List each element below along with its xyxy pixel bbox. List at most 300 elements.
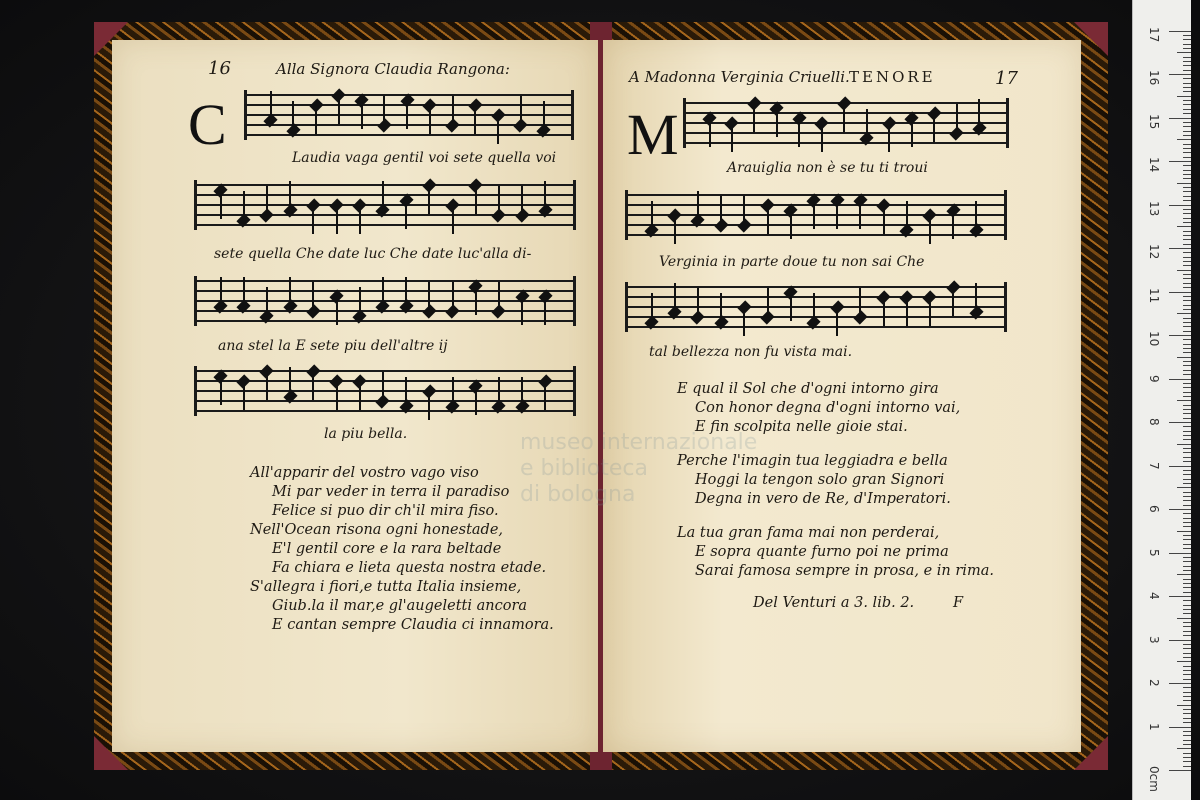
bar-line [194,276,197,326]
ruler-tick [1183,583,1191,584]
ruler-tick [1183,374,1191,375]
poem-line: Con honor degna d'ogni intorno vai, [695,400,961,416]
ruler-tick [1169,74,1191,75]
poem-line: E'l gentil core e la rara beltade [272,541,502,557]
note-stem [498,377,500,403]
ruler-tick [1183,474,1191,475]
ruler-label: 0cm [1147,766,1161,792]
ruler-label: 13 [1147,200,1161,216]
ruler-tick [1183,44,1191,45]
music-staff [683,98,1009,148]
ruler-tick [1183,687,1191,688]
note-stem [220,277,222,303]
ruler-tick [1183,592,1191,593]
music-staff [194,180,576,230]
ruler-tick [1183,722,1191,723]
note-stem [382,181,384,207]
note-stem [498,282,500,308]
note-stem [720,293,722,319]
bar-line [194,180,197,230]
note-stem [338,98,340,124]
ruler-tick [1177,139,1191,140]
ruler-tick [1183,600,1191,601]
bar-line [1006,98,1009,148]
ruler-tick [1183,496,1191,497]
ruler-tick [1183,626,1191,627]
note-stem [243,277,245,303]
ruler-tick [1183,383,1191,384]
lyric-line: sete quella Che date luc Che date luc'alla di- [214,246,532,262]
note-stem [843,106,845,132]
ruler-tick [1169,727,1191,728]
ruler-tick [1169,422,1191,423]
note-stem [798,121,800,147]
bar-line [573,276,576,326]
ruler-tick [1183,239,1191,240]
note-stem [813,203,815,229]
note-stem [289,181,291,207]
staff-line [194,380,576,382]
ruler-tick [1183,518,1191,519]
ruler-tick [1183,635,1191,636]
poem-line: Sarai famosa sempre in prosa, e in rima. [695,563,994,579]
ruler-tick [1183,735,1191,736]
note-stem [405,377,407,403]
ruler-tick [1183,57,1191,58]
note-stem [521,299,523,325]
poem-line: Felice si puo dir ch'il mira fiso. [272,503,499,519]
ruler-tick [1183,457,1191,458]
note-stem [697,288,699,314]
ruler-tick [1177,270,1191,271]
staff-line [194,194,576,196]
note-stem [382,372,384,398]
ruler-tick [1169,466,1191,467]
bar-line [625,282,628,332]
note-stem [753,106,755,132]
note-stem [952,213,954,239]
ruler-tick [1183,409,1191,410]
ruler-tick [1183,605,1191,606]
ruler-tick [1183,613,1191,614]
note-stem [674,218,676,244]
ruler-tick [1183,300,1191,301]
ruler-tick [1177,705,1191,706]
ruler-tick [1183,666,1191,667]
ruler-label: 15 [1147,113,1161,129]
note-stem [336,208,338,234]
page-header: Alla Signora Claudia Rangona: [276,60,510,78]
ruler-label: 8 [1147,418,1161,426]
ruler-tick [1183,222,1191,223]
note-stem [521,186,523,212]
attribution: Del Venturi a 3. lib. 2. [753,595,915,611]
note-stem [813,293,815,319]
ruler-tick [1169,770,1191,771]
ruler-tick [1183,470,1191,471]
poem-stanza [250,464,554,635]
ruler-tick [1183,244,1191,245]
poem-line: Fa chiara e lieta questa nostra etade. [272,560,547,576]
ruler-label: 2 [1147,679,1161,687]
ruler-tick [1169,31,1191,32]
note-stem [767,288,769,314]
measurement-ruler [1132,0,1191,800]
page-number: 16 [208,58,231,79]
ruler-tick [1183,70,1191,71]
poem-stanza [677,380,960,437]
ruler-tick [1183,348,1191,349]
note-stem [475,289,477,315]
ruler-tick [1183,35,1191,36]
note-stem [520,96,522,122]
staff-line [194,184,576,186]
ruler-tick [1183,392,1191,393]
ruler-tick [1183,213,1191,214]
ruler-tick [1169,248,1191,249]
bar-line [244,90,247,140]
poem-line: Perche l'imagin tua leggiadra e bella [677,453,948,469]
ruler-tick [1183,431,1191,432]
ruler-tick [1183,439,1191,440]
ruler-tick [1183,48,1191,49]
bar-line [571,90,574,140]
ruler-tick [1183,653,1191,654]
ruler-label: 1 [1147,722,1161,731]
ruler-label: 14 [1147,157,1161,173]
note-stem [883,300,885,326]
note-stem [790,295,792,321]
note-stem [266,287,268,313]
ruler-tick [1183,104,1191,105]
page-number: 17 [995,68,1018,89]
ruler-label: 7 [1147,461,1161,470]
ruler-tick [1183,713,1191,714]
ruler-tick [1183,370,1191,371]
note-stem [406,103,408,129]
note-stem [336,384,338,410]
left-page [112,40,598,752]
staff-line [194,320,576,322]
ruler-tick [1177,226,1191,227]
ruler-tick [1183,296,1191,297]
ruler-tick [1177,96,1191,97]
ruler-label: 17 [1147,26,1161,42]
ruler-tick [1183,744,1191,745]
ruler-tick [1183,448,1191,449]
note-stem [220,193,222,219]
lyric-line: Verginia in parte doue tu non sai Che [659,254,925,270]
ruler-label: 12 [1147,244,1161,260]
ruler-tick [1183,544,1191,545]
note-stem [952,290,954,316]
note-stem [289,367,291,393]
ruler-tick [1177,313,1191,314]
ruler-tick [1169,205,1191,206]
note-stem [859,203,861,229]
note-stem [383,96,385,122]
ruler-tick [1183,61,1191,62]
music-staff [625,190,1007,240]
ruler-tick [1183,679,1191,680]
note-stem [859,288,861,314]
note-stem [933,116,935,142]
bar-line [625,190,628,240]
ruler-tick [1183,696,1191,697]
ruler-tick [1183,435,1191,436]
note-stem [956,104,958,130]
ruler-tick [1177,661,1191,662]
staff-line [625,296,1007,298]
ruler-tick [1183,483,1191,484]
poem-line: E cantan sempre Claudia ci innamora. [272,617,554,633]
poem-line: E sopra quante furno poi ne prima [695,544,949,560]
ruler-tick [1177,487,1191,488]
note-stem [382,277,384,303]
ruler-tick [1183,283,1191,284]
note-stem [270,91,272,117]
poem-stanza [677,524,994,581]
ruler-tick [1183,396,1191,397]
poem-line: E qual il Sol che d'ogni intorno gira [677,381,939,397]
bar-line [573,180,576,230]
note-stem [651,201,653,227]
voice-part-label: TENORE [849,68,936,86]
ruler-tick [1183,513,1191,514]
bar-line [683,98,686,148]
lyric-line: la piu bella. [324,426,408,442]
staff-line [194,370,576,372]
ruler-tick [1183,165,1191,166]
ruler-tick [1183,309,1191,310]
staff-line [194,290,576,292]
note-stem [544,384,546,410]
note-stem [521,377,523,403]
ruler-tick [1183,505,1191,506]
staff-line [194,390,576,392]
note-stem [243,384,245,410]
note-stem [975,201,977,227]
bar-line [1004,282,1007,332]
note-stem [674,283,676,309]
poem-line: Degna in vero de Re, d'Imperatori. [695,491,951,507]
music-staff [625,282,1007,332]
note-stem [475,188,477,214]
ruler-tick [1183,561,1191,562]
ruler-tick [1183,526,1191,527]
poem-line: All'apparir del vostro vago viso [250,465,479,481]
ruler-tick [1183,157,1191,158]
poem-line: E fin scolpita nelle gioie stai. [695,419,908,435]
ruler-tick [1183,178,1191,179]
ruler-tick [1169,596,1191,597]
ruler-tick [1183,413,1191,414]
ruler-tick [1169,335,1191,336]
staff-line [194,224,576,226]
note-stem [720,196,722,222]
music-staff [194,276,576,326]
ruler-tick [1177,748,1191,749]
ruler-tick [1183,122,1191,123]
note-stem [266,186,268,212]
note-stem [651,293,653,319]
ruler-tick [1169,292,1191,293]
ruler-label: 10 [1147,331,1161,347]
ruler-label: 11 [1147,287,1161,303]
ruler-tick [1183,218,1191,219]
ruler-tick [1183,692,1191,693]
note-stem [359,384,361,410]
ruler-tick [1177,357,1191,358]
ruler-tick [1169,553,1191,554]
note-stem [315,108,317,134]
ruler-tick [1183,644,1191,645]
poem-line: S'allegra i fiori,e tutta Italia insieme, [250,579,522,595]
lyric-line: tal bellezza non fu vista mai. [649,344,853,360]
poem-line: Mi par veder in terra il paradiso [272,484,510,500]
note-stem [405,277,407,303]
ruler-tick [1183,731,1191,732]
ruler-tick [1169,640,1191,641]
ruler-tick [1183,365,1191,366]
ruler-tick [1183,387,1191,388]
ruler-tick [1183,91,1191,92]
ruler-tick [1183,152,1191,153]
ruler-tick [1183,305,1191,306]
ruler-tick [1183,579,1191,580]
ruler-tick [1183,148,1191,149]
ruler-label: 3 [1147,635,1161,644]
ruler-tick [1183,479,1191,480]
ruler-tick [1183,757,1191,758]
ruler-tick [1183,557,1191,558]
ruler-tick [1183,339,1191,340]
lyric-line: Arauiglia non è se tu ti troui [727,160,928,176]
note-stem [428,188,430,214]
ruler-tick [1183,522,1191,523]
ruler-tick [1177,52,1191,53]
ruler-tick [1183,670,1191,671]
note-stem [906,201,908,227]
ruler-tick [1183,405,1191,406]
staff-line [625,224,1007,226]
ruler-tick [1169,118,1191,119]
note-stem [359,208,361,234]
ruler-tick [1183,657,1191,658]
ruler-tick [1183,753,1191,754]
ruler-tick [1183,187,1191,188]
ruler-tick [1183,257,1191,258]
staff-line [194,280,576,282]
note-stem [312,374,314,400]
note-stem [544,299,546,325]
ruler-tick [1169,509,1191,510]
note-stem [866,109,868,135]
note-stem [978,99,980,125]
ruler-tick [1183,766,1191,767]
note-stem [452,96,454,122]
ruler-tick [1183,231,1191,232]
ruler-tick [1183,87,1191,88]
music-staff [194,366,576,416]
ruler-tick [1183,287,1191,288]
note-stem [776,111,778,137]
ruler-tick [1183,718,1191,719]
note-stem [289,277,291,303]
note-stem [743,196,745,222]
ruler-tick [1183,539,1191,540]
note-stem [790,213,792,239]
staff-line [683,112,1009,114]
ruler-tick [1183,331,1191,332]
bar-line [194,366,197,416]
ruler-tick [1183,492,1191,493]
note-stem [911,121,913,147]
staff-line [625,306,1007,308]
poem-line: Hoggi la tengon solo gran Signori [695,472,945,488]
ruler-tick [1183,100,1191,101]
ruler-tick [1183,674,1191,675]
ruler-tick [1183,135,1191,136]
ruler-tick [1183,322,1191,323]
note-stem [709,121,711,147]
ruler-tick [1183,78,1191,79]
ruler-tick [1183,265,1191,266]
decorated-initial: C [188,92,227,157]
note-stem [929,218,931,244]
ruler-tick [1183,39,1191,40]
signature-mark: F [953,595,964,611]
poem-line: La tua gran fama mai non perderai, [677,525,940,541]
ruler-tick [1183,566,1191,567]
ruler-tick [1183,126,1191,127]
note-stem [697,191,699,217]
ruler-tick [1183,170,1191,171]
note-stem [312,282,314,308]
ruler-tick [1183,609,1191,610]
ruler-tick [1183,278,1191,279]
ruler-tick [1183,83,1191,84]
ruler-tick [1183,418,1191,419]
ruler-tick [1183,648,1191,649]
ruler-tick [1177,400,1191,401]
note-stem [428,282,430,308]
right-page [603,40,1081,752]
note-stem [429,108,431,134]
poem-line: Nell'Ocean risona ogni honestade, [250,522,504,538]
poem-line: Giub.la il mar,e gl'augeletti ancora [272,598,528,614]
ruler-tick [1169,161,1191,162]
note-stem [405,203,407,229]
ruler-tick [1183,131,1191,132]
ruler-tick [1177,531,1191,532]
note-stem [821,126,823,152]
ruler-tick [1183,144,1191,145]
ruler-tick [1183,196,1191,197]
lyric-line: ana stel la E sete piu dell'altre ij [218,338,448,354]
note-stem [544,181,546,207]
ruler-tick [1183,344,1191,345]
note-stem [336,299,338,325]
note-stem [452,377,454,403]
ruler-tick [1183,200,1191,201]
ruler-tick [1183,113,1191,114]
ruler-tick [1183,500,1191,501]
ruler-tick [1183,274,1191,275]
note-stem [452,208,454,234]
note-stem [312,208,314,234]
ruler-tick [1183,587,1191,588]
